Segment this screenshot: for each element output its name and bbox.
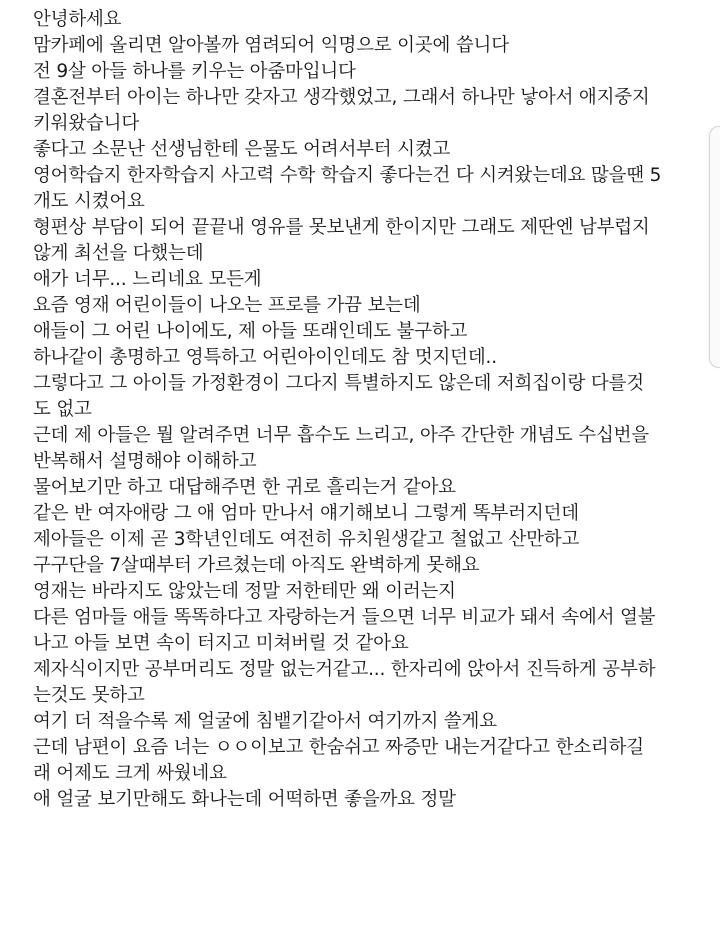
post-line: 반복해서 설명해야 이해하고 [33,451,257,472]
post-line: 구구단을 7살때부터 가르쳤는데 아직도 완벽하게 못해요 [33,555,480,576]
post-line: 전 9살 아들 하나를 키우는 아줌마입니다 [33,61,356,82]
post-line: 근데 남편이 요즘 너는 ㅇㅇ이보고 한숨쉬고 짜증만 내는거같다고 한소리하길 [33,737,644,758]
post-line: 영재는 바라지도 않았는데 정말 저한테만 왜 이러는지 [33,581,456,602]
scrollbar-handle[interactable] [709,126,720,368]
post-line: 맘카페에 올리면 알아볼까 염려되어 익명으로 이곳에 씁니다 [33,35,509,56]
post-line: 않게 최선을 다했는데 [33,243,204,264]
post-line: 영어학습지 한자학습지 사고력 수학 학습지 좋다는건 다 시켜왔는데요 많을땐 5 [33,165,662,186]
post-line: 형편상 부담이 되어 끝끝내 영유를 못보낸게 한이지만 그래도 제딴엔 남부럽지 [33,217,650,238]
post-line: 애 얼굴 보기만해도 화나는데 어떡하면 좋을까요 정말 [33,789,456,810]
post-line: 는것도 못하고 [33,685,145,706]
post-line: 근데 제 아들은 뭘 알려주면 너무 흡수도 느리고, 아주 간단한 개념도 수십번을 [33,425,649,446]
post-line: 그렇다고 그 아이들 가정환경이 그다지 특별하지도 않은데 저희집이랑 다를것 [33,373,644,394]
post-line: 개도 시켰어요 [33,191,145,212]
post-line: 도 없고 [33,399,92,420]
post-line: 결혼전부터 아이는 하나만 갖자고 생각했었고, 그래서 하나만 낳아서 애지중지 [33,87,650,108]
post-line: 같은 반 여자애랑 그 애 엄마 만나서 얘기해보니 그렇게 똑부러지던데 [33,503,579,524]
post-line: 제아들은 이제 곧 3학년인데도 여전히 유치원생같고 철없고 산만하고 [33,529,580,550]
post-line: 안녕하세요 [33,9,122,30]
post-line: 래 어제도 크게 싸웠네요 [33,763,227,784]
post-line: 여기 더 적을수록 제 얼굴에 침뱉기같아서 여기까지 쓸게요 [33,711,497,732]
post-line: 나고 아들 보면 속이 터지고 미쳐버릴 것 같아요 [33,633,409,654]
post-line: 애들이 그 어린 나이에도, 제 아들 또래인데도 불구하고 [33,321,468,342]
post-line: 요즘 영재 어린이들이 나오는 프로를 가끔 보는데 [33,295,421,316]
post-line: 다른 엄마들 애들 똑똑하다고 자랑하는거 들으면 너무 비교가 돼서 속에서 열불 [33,607,656,628]
post-line: 좋다고 소문난 선생님한테 은물도 어려서부터 시켰고 [33,139,451,160]
post-body [33,7,713,813]
post-line: 키워왔습니다 [33,113,140,134]
post-line: 애가 너무... 느리네요 모든게 [33,269,262,290]
post-line: 하나같이 총명하고 영특하고 어린아이인데도 참 멋지던데.. [33,347,497,368]
post-line: 제자식이지만 공부머리도 정말 없는거같고... 한자리에 앉아서 진득하게 공부하 [33,659,656,680]
post-line: 물어보기만 하고 대답해주면 한 귀로 흘리는거 같아요 [33,477,456,498]
